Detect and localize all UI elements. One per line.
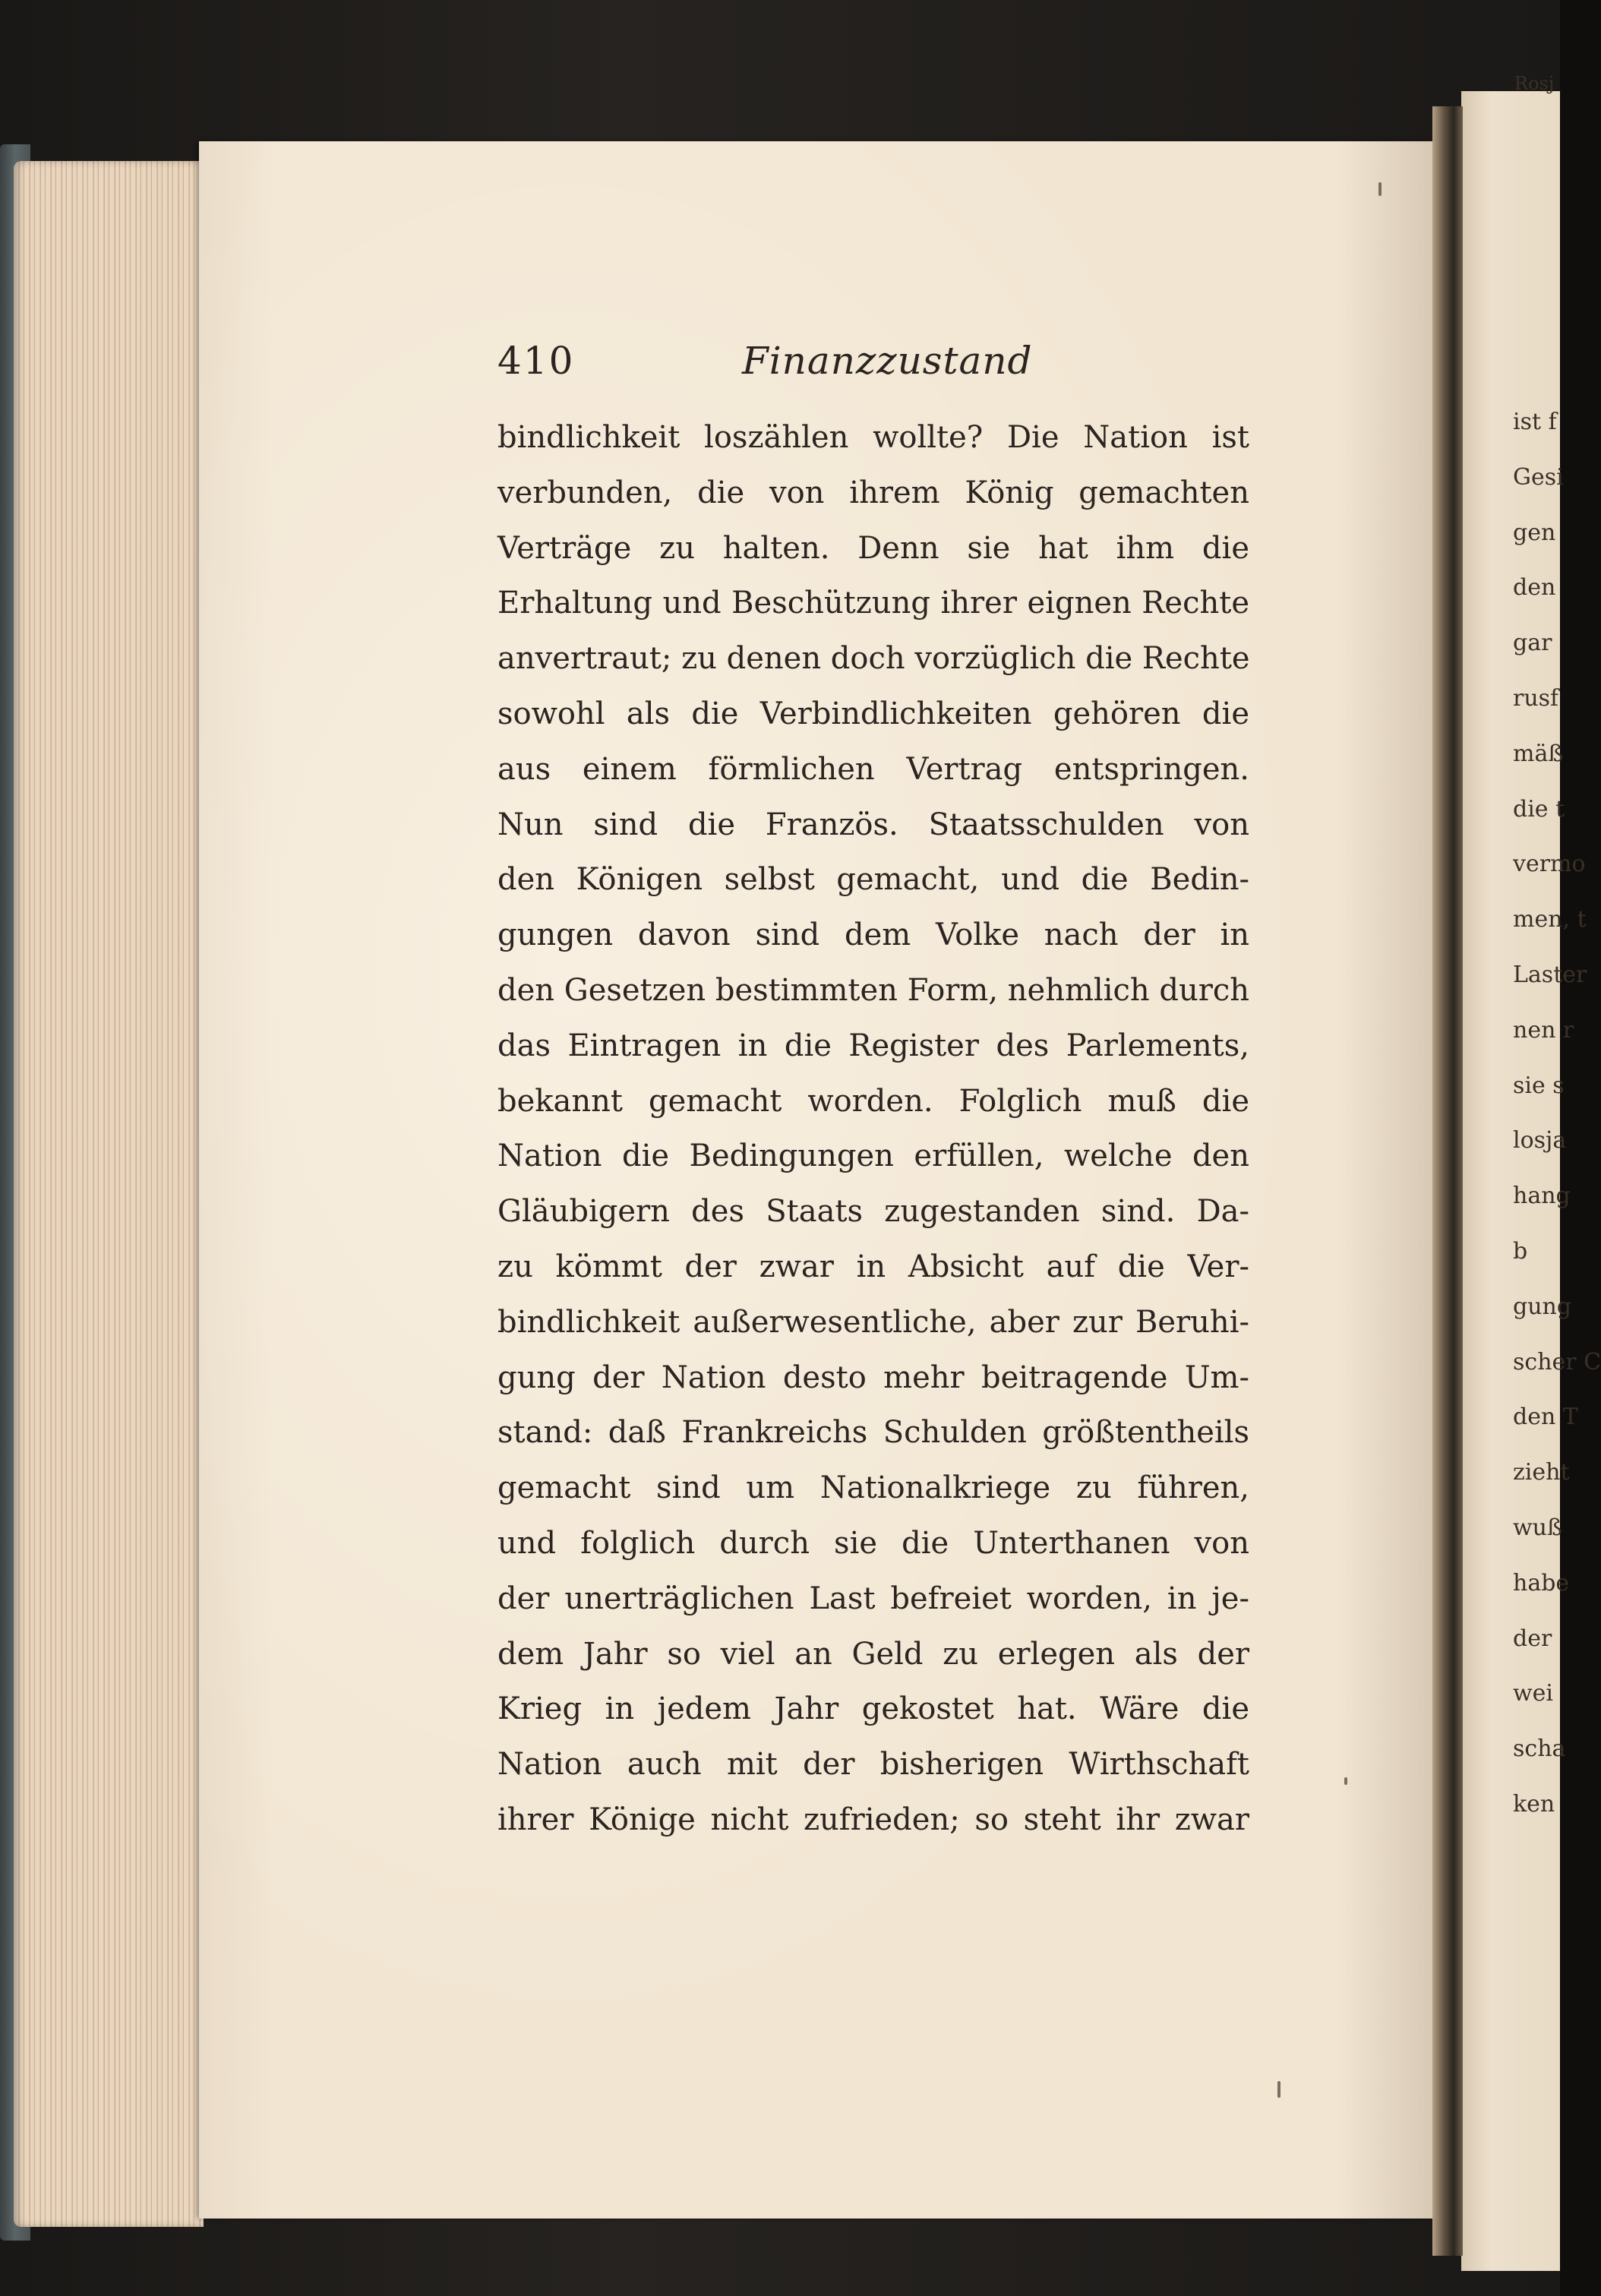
- text-line: gung der Nation desto mehr beitragende Um-: [497, 1360, 1249, 1395]
- paper-speck: [1344, 1777, 1347, 1785]
- text-line: bindlichkeit loszählen wollte? Die Nation ist: [497, 420, 1249, 455]
- running-head: Finanzzustand: [742, 339, 1033, 383]
- paper-speck: [1277, 2081, 1280, 2098]
- facing-page-fragment: losja: [1513, 1127, 1567, 1154]
- facing-page-fragment: vermo: [1513, 851, 1586, 878]
- text-line: Nation auch mit der bisherigen Wirthschaft: [497, 1747, 1249, 1783]
- facing-page-fragment: sie s: [1513, 1072, 1565, 1099]
- facing-page-fragment: habe: [1513, 1569, 1570, 1596]
- facing-page-fragment: ken: [1513, 1790, 1555, 1818]
- facing-page-fragment: Laster: [1513, 961, 1587, 988]
- text-line: sowohl als die Verbindlichkeiten gehören die: [497, 696, 1249, 731]
- facing-page-fragment: zieht: [1513, 1459, 1570, 1486]
- facing-page-top-fragment: Rosj: [1514, 73, 1555, 94]
- text-line: gemacht sind um Nationalkriege zu führen,: [497, 1470, 1249, 1506]
- text-line: Nun sind die Französ. Staatsschulden von: [497, 807, 1249, 842]
- text-line: verbunden, die von ihrem König gemachten: [497, 475, 1249, 510]
- facing-page-fragment: mäß: [1513, 740, 1564, 767]
- facing-page-fragment: den: [1513, 574, 1556, 602]
- facing-page-text: [1513, 395, 1601, 1833]
- facing-page-fragment: scha: [1513, 1735, 1566, 1763]
- text-line: bindlichkeit außerwesentliche, aber zur Beruhi-: [497, 1304, 1249, 1340]
- text-line: bekannt gemacht worden. Folglich muß die: [497, 1083, 1249, 1119]
- facing-page-fragment: den T: [1513, 1404, 1578, 1431]
- facing-page-fragment: scher C: [1513, 1348, 1601, 1375]
- text-line: Krieg in jedem Jahr gekostet hat. Wäre die: [497, 1691, 1249, 1727]
- text-line: der unerträglichen Last befreiet worden, in je-: [497, 1581, 1249, 1616]
- page-number: 410: [497, 339, 575, 383]
- facing-page-fragment: gung: [1513, 1293, 1572, 1320]
- text-line: zu kömmt der zwar in Absicht auf die Ver-: [497, 1249, 1249, 1284]
- text-line: dem Jahr so viel an Geld zu erlegen als der: [497, 1636, 1249, 1672]
- text-line: Verträge zu halten. Denn sie hat ihm die: [497, 530, 1249, 566]
- facing-page-fragment: gar: [1513, 630, 1552, 657]
- text-line: den Gesetzen bestimmten Form, nehmlich durch: [497, 972, 1249, 1008]
- text-line: Gläubigern des Staats zugestanden sind. Da-: [497, 1194, 1249, 1230]
- facing-page-fragment: wuß: [1513, 1514, 1563, 1541]
- text-line: stand: daß Frankreichs Schulden größtentheils: [497, 1415, 1249, 1451]
- facing-page-fragment: b: [1513, 1237, 1528, 1265]
- text-line: ihrer Könige nicht zufrieden; so steht ihr zwar: [497, 1802, 1249, 1837]
- facing-page-fragment: hang: [1513, 1183, 1571, 1210]
- facing-page-fragment: Gesi: [1513, 463, 1564, 491]
- facing-page-fragment: nen r: [1513, 1016, 1574, 1044]
- facing-page-fragment: gen: [1513, 519, 1556, 546]
- paper-speck: [1378, 182, 1382, 196]
- book-gutter: [1432, 106, 1463, 2256]
- facing-page-fragment: rusf: [1513, 684, 1559, 712]
- facing-page-fragment: die t: [1513, 795, 1565, 823]
- facing-page-fragment: der: [1513, 1625, 1552, 1652]
- text-line: gungen davon sind dem Volke nach der in: [497, 917, 1249, 953]
- text-line: aus einem förmlichen Vertrag entspringen.: [497, 751, 1249, 787]
- text-line: und folglich durch sie die Unterthanen von: [497, 1525, 1249, 1561]
- text-line: anvertraut; zu denen doch vorzüglich die Rechte: [497, 641, 1250, 677]
- text-line: den Königen selbst gemacht, und die Bedin-: [497, 862, 1249, 898]
- page-header: [497, 339, 1257, 392]
- page-edge-stack: [14, 161, 204, 2227]
- text-line: Erhaltung und Beschützung ihrer eignen Rechte: [497, 586, 1249, 621]
- facing-page-fragment: men, t: [1513, 906, 1587, 933]
- facing-page-fragment: wei: [1513, 1680, 1554, 1707]
- text-line: das Eintragen in die Register des Parlements,: [497, 1028, 1249, 1063]
- body-text: [497, 410, 1249, 1848]
- facing-page-fragment: ist f: [1513, 409, 1557, 435]
- text-line: Nation die Bedingungen erfüllen, welche den: [497, 1139, 1249, 1174]
